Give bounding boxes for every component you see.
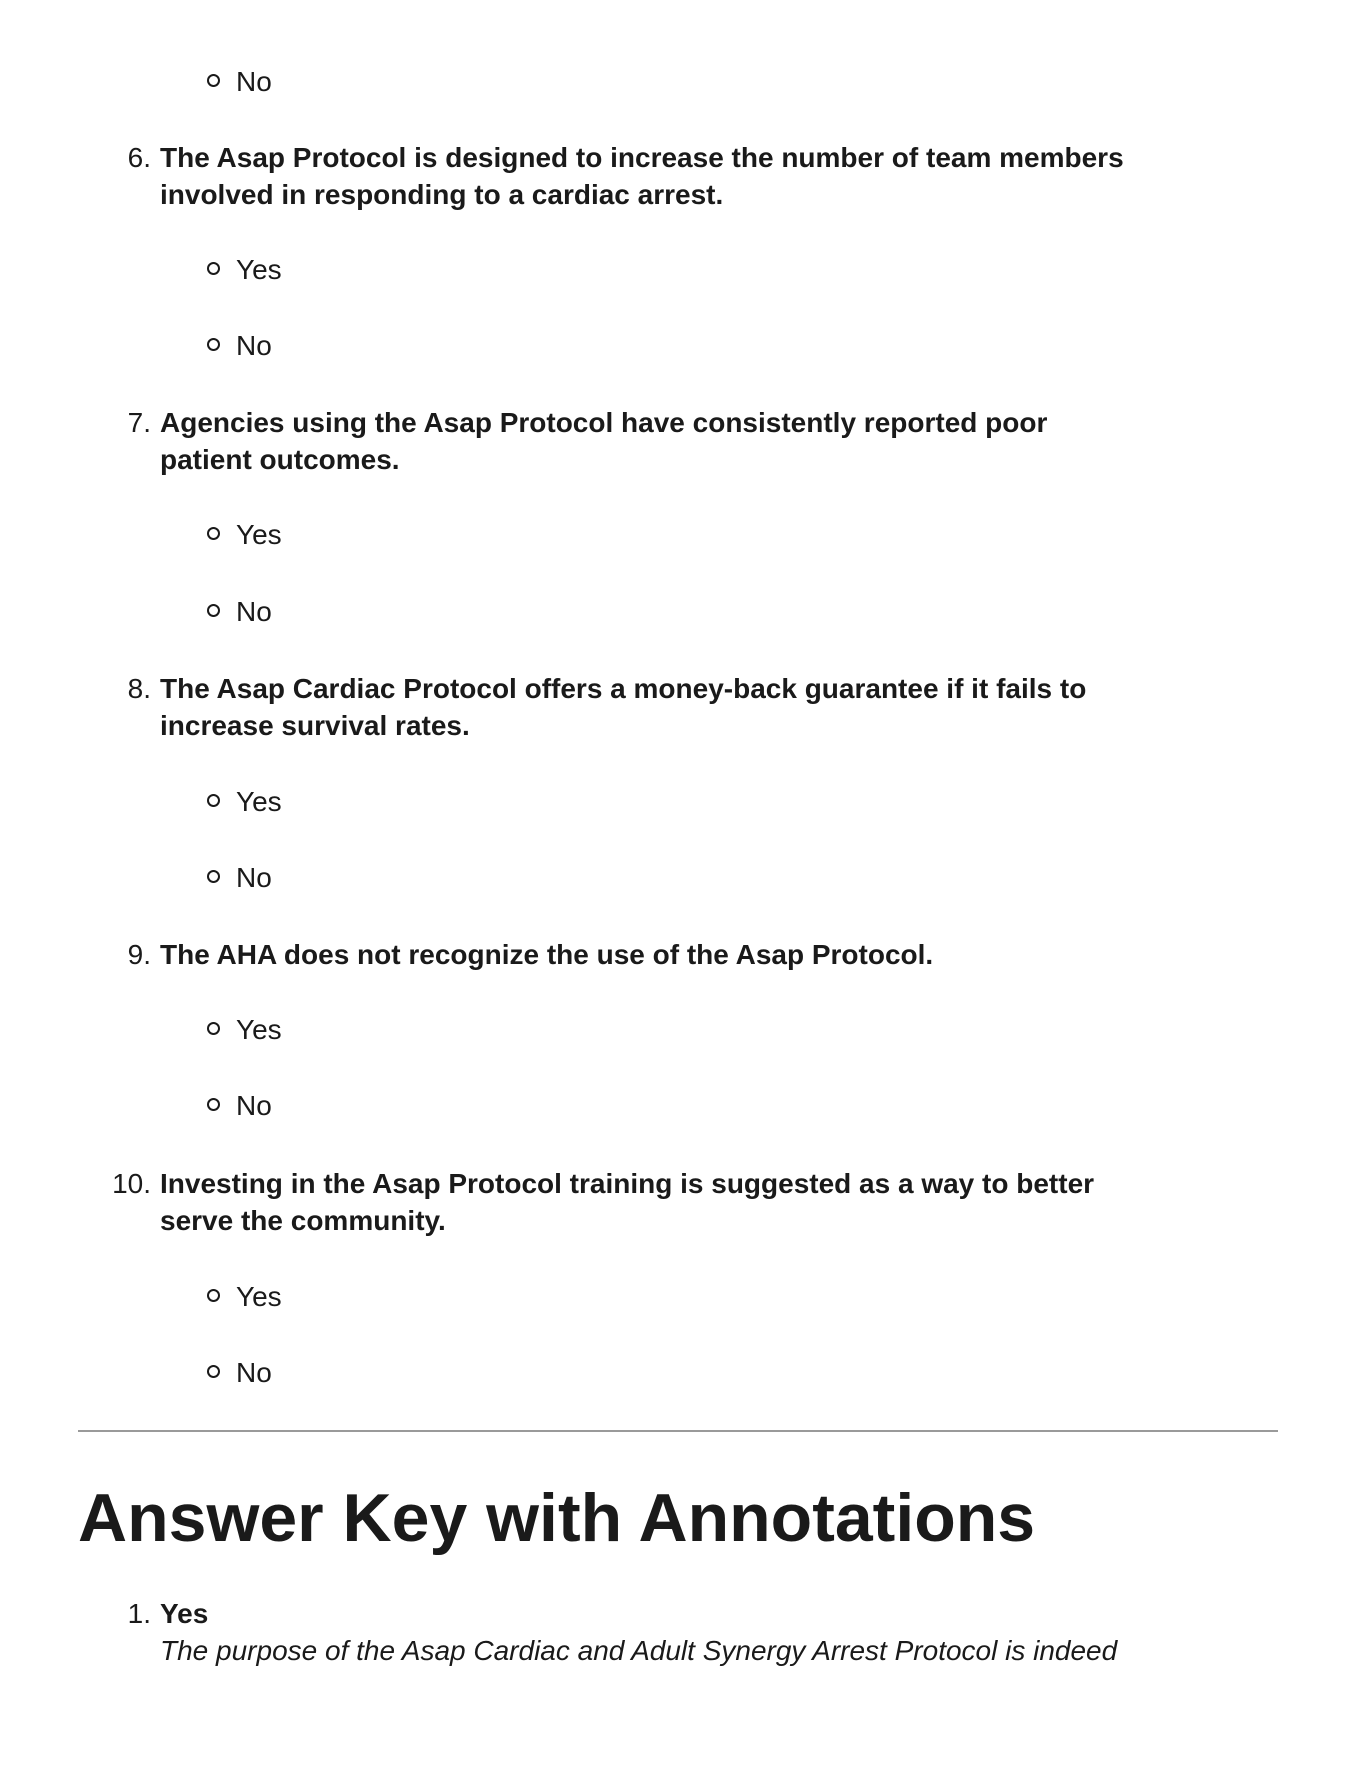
horizontal-divider [78,1430,1278,1432]
radio-bullet-icon[interactable] [207,1365,220,1378]
option-no[interactable]: No [207,593,272,630]
option-yes[interactable]: Yes [207,1278,282,1315]
radio-bullet-icon[interactable] [207,262,220,275]
option-no[interactable]: No [207,859,272,896]
radio-bullet-icon[interactable] [207,338,220,351]
radio-bullet-icon[interactable] [207,74,220,87]
radio-bullet-icon[interactable] [207,527,220,540]
option-yes[interactable]: Yes [207,783,282,820]
option-yes[interactable]: Yes [207,1011,282,1048]
radio-bullet-icon[interactable] [207,604,220,617]
radio-bullet-icon[interactable] [207,794,220,807]
option-yes[interactable]: Yes [207,251,282,288]
radio-bullet-icon[interactable] [207,870,220,883]
radio-bullet-icon[interactable] [207,1098,220,1111]
option-no[interactable]: No [207,327,272,364]
radio-bullet-icon[interactable] [207,1022,220,1035]
option-no[interactable]: No [207,1354,272,1391]
option-no[interactable]: No [207,1087,272,1124]
option-yes[interactable]: Yes [207,516,282,553]
option-previous-no[interactable]: No [207,63,272,100]
radio-bullet-icon[interactable] [207,1289,220,1302]
answer-key-heading: Answer Key with Annotations [78,1480,1036,1556]
